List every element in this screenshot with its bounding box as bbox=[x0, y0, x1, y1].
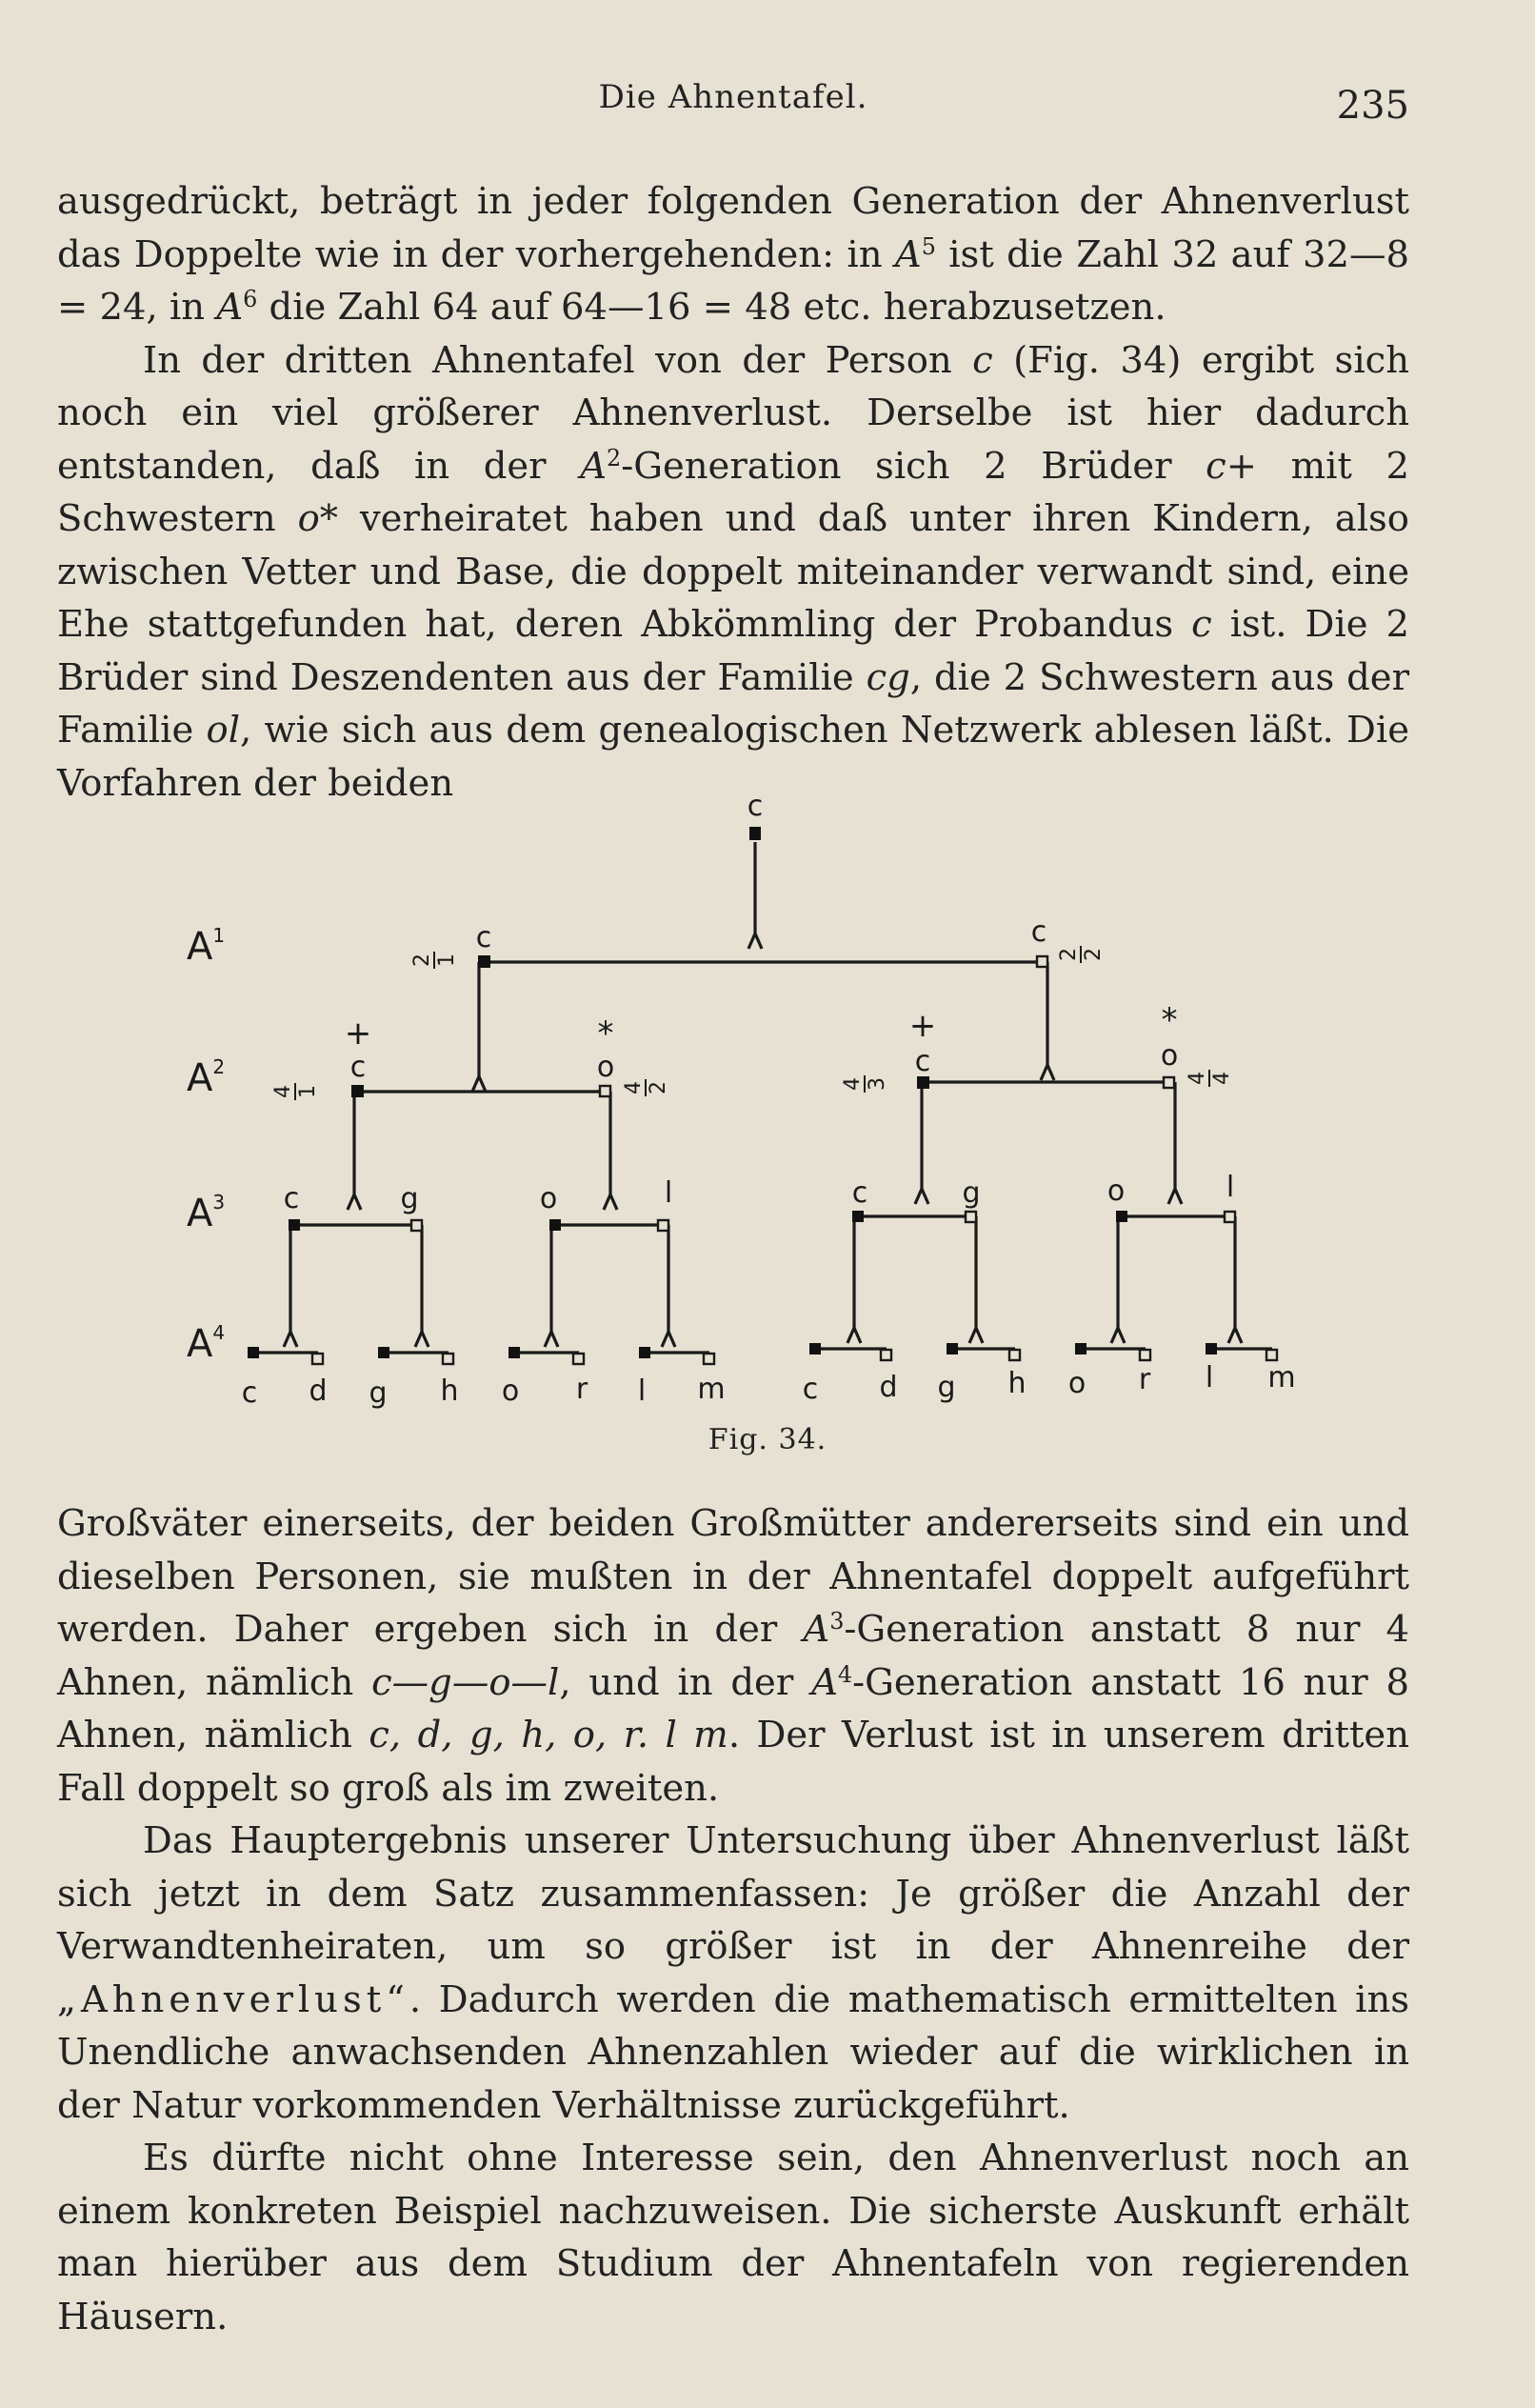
node-label-a4: o bbox=[1067, 1367, 1086, 1400]
math-c-plus: c+ bbox=[1206, 444, 1257, 488]
text-run: Das Hauptergebnis unserer Untersuchung über Ahnenverlust läßt sich jetzt in dem Satz zusammenfassen: Je größer die Anzahl der Verwandtenheiraten, um so größer ist in der Ahnenreihe der bbox=[57, 1819, 1409, 1968]
node-label-a4: c bbox=[802, 1373, 819, 1406]
math-cgol: c—g—o—l bbox=[371, 1660, 560, 1704]
star-symbol: * bbox=[597, 1014, 614, 1053]
node-label-a3: o bbox=[539, 1182, 558, 1215]
text-run: , wie sich aus dem genealogischen Netzwerk ablesen läßt. Die Vorfahren der beiden bbox=[57, 709, 1409, 805]
running-title: Die Ahnentafel. bbox=[598, 78, 868, 116]
text-run: ausgedrückt, beträgt in jeder folgenden Generation der Ahnenverlust das Doppelte wie in der vorhergehenden: in bbox=[57, 180, 1409, 276]
text-run: mit 2 Schwestern bbox=[57, 444, 1409, 540]
paragraph-continuation bbox=[57, 175, 1409, 334]
svg-text:2: 2 bbox=[647, 1081, 670, 1094]
node-label-a3: o bbox=[1106, 1174, 1126, 1208]
svg-text:4: 4 bbox=[1186, 1072, 1209, 1085]
paragraph-example: Es dürfte nicht ohne Interesse sein, den Ahnenverlust noch an einem konkreten Beispiel nachzuweisen. Die sicherste Auskunft erhält man hierüber aus dem Studium der Ahnentafeln von regierenden Häusern. bbox=[57, 2137, 1409, 2338]
node-label-a1: c bbox=[1030, 915, 1047, 949]
text-run: ist. Die 2 Brüder sind Deszendenten aus der Familie bbox=[57, 603, 1409, 699]
paragraph-main-result bbox=[57, 1815, 1409, 2132]
math-a3: $A^3$ bbox=[803, 1607, 845, 1651]
text-run: . Der Verlust ist in unserem dritten Fall doppelt so groß als im zweiten. bbox=[57, 1714, 1409, 1810]
row-label-a1: $A^1$ bbox=[187, 924, 226, 969]
fraction-a2-2 bbox=[622, 1079, 670, 1096]
pedigree-figure bbox=[0, 772, 1535, 1476]
node-label-a4: r bbox=[1138, 1363, 1151, 1396]
math-a4: $A^4$ bbox=[811, 1660, 853, 1704]
node-label-a3: g bbox=[962, 1176, 981, 1210]
node-label-a4: g bbox=[369, 1376, 388, 1410]
math-a6: $A^6$ bbox=[216, 285, 258, 329]
math-cg: cg bbox=[866, 655, 910, 699]
node-label-a4: d bbox=[309, 1375, 328, 1408]
paragraph-third-table bbox=[57, 334, 1409, 811]
math-o-star: o* bbox=[297, 497, 339, 540]
text-run: -Generation anstatt 8 nur 4 Ahnen, nämlich bbox=[57, 1608, 1409, 1704]
text-run: , und in der bbox=[559, 1660, 812, 1704]
svg-text:2: 2 bbox=[1057, 948, 1081, 961]
fraction-a2-1 bbox=[271, 1083, 320, 1100]
node-label-a4: r bbox=[575, 1373, 588, 1406]
node-label-a2: o bbox=[596, 1051, 615, 1084]
text-run: die Zahl 64 auf 64—16 = 48 etc. herabzusetzen. bbox=[257, 286, 1166, 329]
row-label-a2: $A^2$ bbox=[187, 1055, 226, 1100]
fraction-a1-right bbox=[1057, 946, 1106, 963]
text-run: (Fig. 34) ergibt sich noch ein viel größerer Ahnenverlust. Derselbe ist hier dadurch entstanden, daß in der bbox=[57, 338, 1409, 488]
node-letters bbox=[242, 790, 1296, 1410]
svg-text:3: 3 bbox=[866, 1077, 889, 1091]
text-run: -Generation anstatt 16 nur 8 Ahnen, nämlich bbox=[57, 1660, 1409, 1756]
text-run: , die 2 Schwestern aus der Familie bbox=[57, 655, 1409, 752]
running-head bbox=[57, 78, 1409, 126]
plus-symbol: + bbox=[908, 1007, 937, 1045]
node-label-a4: o bbox=[501, 1375, 520, 1408]
math-ancestor-list: c, d, g, h, o, r. l m bbox=[369, 1714, 728, 1756]
node-label-a3: l bbox=[664, 1176, 673, 1210]
text-run: ist die Zahl 32 auf 32—8 = 24, in bbox=[57, 232, 1410, 329]
node-label-a3: g bbox=[400, 1182, 419, 1215]
math-a2: $A^2$ bbox=[580, 444, 622, 488]
node-label-a4: d bbox=[879, 1371, 898, 1404]
paragraph-grandparents bbox=[57, 1497, 1409, 1815]
row-label-a4: $A^4$ bbox=[187, 1321, 226, 1366]
svg-text:4: 4 bbox=[841, 1077, 865, 1091]
node-label-a2: c bbox=[914, 1045, 931, 1078]
svg-text:4: 4 bbox=[622, 1081, 646, 1094]
math-a5: $A^5$ bbox=[894, 232, 936, 276]
node-label-a4: h bbox=[440, 1375, 459, 1408]
figure-caption: Fig. 34. bbox=[708, 1423, 827, 1456]
node-label-top: c bbox=[747, 790, 764, 823]
text-run: -Generation sich 2 Brüder bbox=[621, 444, 1206, 488]
node-label-a3: c bbox=[283, 1182, 300, 1215]
fraction-a2-3 bbox=[841, 1075, 889, 1093]
node-label-a4: l bbox=[637, 1375, 647, 1408]
node-label-a1: c bbox=[475, 921, 492, 954]
star-symbol: * bbox=[1161, 1001, 1178, 1039]
text-block-top bbox=[57, 175, 1409, 810]
plus-symbol: + bbox=[344, 1014, 372, 1053]
node-label-a3: l bbox=[1226, 1171, 1235, 1204]
fraction-a2-4 bbox=[1186, 1070, 1234, 1087]
node-label-a4: m bbox=[697, 1373, 726, 1406]
node-label-a2: c bbox=[349, 1051, 367, 1084]
svg-text:2: 2 bbox=[410, 953, 434, 967]
a2-symbols bbox=[345, 1001, 1178, 1053]
math-c: c bbox=[1191, 603, 1212, 646]
fraction-a1-left bbox=[410, 952, 459, 969]
row-label-a3: $A^3$ bbox=[187, 1191, 226, 1235]
generation-labels bbox=[187, 924, 225, 1366]
svg-text:4: 4 bbox=[1210, 1072, 1234, 1085]
node-label-a4: g bbox=[937, 1371, 956, 1404]
node-label-a4: h bbox=[1007, 1367, 1027, 1400]
text-run: In der dritten Ahnentafel von der Person bbox=[143, 338, 973, 382]
node-label-a2: o bbox=[1160, 1039, 1179, 1073]
page-number: 235 bbox=[1336, 84, 1409, 128]
node-label-a4: m bbox=[1267, 1361, 1296, 1395]
text-run: verheiratet haben und daß unter ihren Kindern, also zwischen Vetter und Base, die doppelt miteinander verwandt sind, eine Ehe stattgefunden hat, deren Abkömmling der Probandus bbox=[57, 497, 1409, 646]
math-c: c bbox=[972, 338, 993, 382]
node-label-a4: c bbox=[241, 1376, 258, 1410]
svg-text:4: 4 bbox=[271, 1085, 295, 1098]
node-label-a3: c bbox=[851, 1176, 868, 1210]
text-run: Großväter einerseits, der beiden Großmütter andererseits sind ein und dieselben Personen, sie mußten in der Ahnentafel doppelt aufgeführt werden. Daher ergeben sich in der bbox=[57, 1502, 1409, 1651]
fraction-labels bbox=[271, 946, 1234, 1100]
node-label-a4: l bbox=[1205, 1361, 1214, 1395]
svg-text:1: 1 bbox=[296, 1085, 320, 1098]
spaced-term: „Ahnenverlust“ bbox=[57, 1977, 409, 2021]
svg-text:2: 2 bbox=[1082, 948, 1106, 961]
pedigree-chart bbox=[0, 772, 1535, 1476]
svg-text:1: 1 bbox=[435, 953, 459, 967]
text-block-bottom bbox=[57, 1497, 1409, 2343]
text-run: . Dadurch werden die mathematisch ermittelten ins Unendliche anwachsenden Ahnenzahlen wieder auf die wirklichen in der Natur vorkommenden Verhältnisse zurückgeführt. bbox=[57, 1977, 1409, 2127]
math-ol: ol bbox=[206, 709, 241, 752]
